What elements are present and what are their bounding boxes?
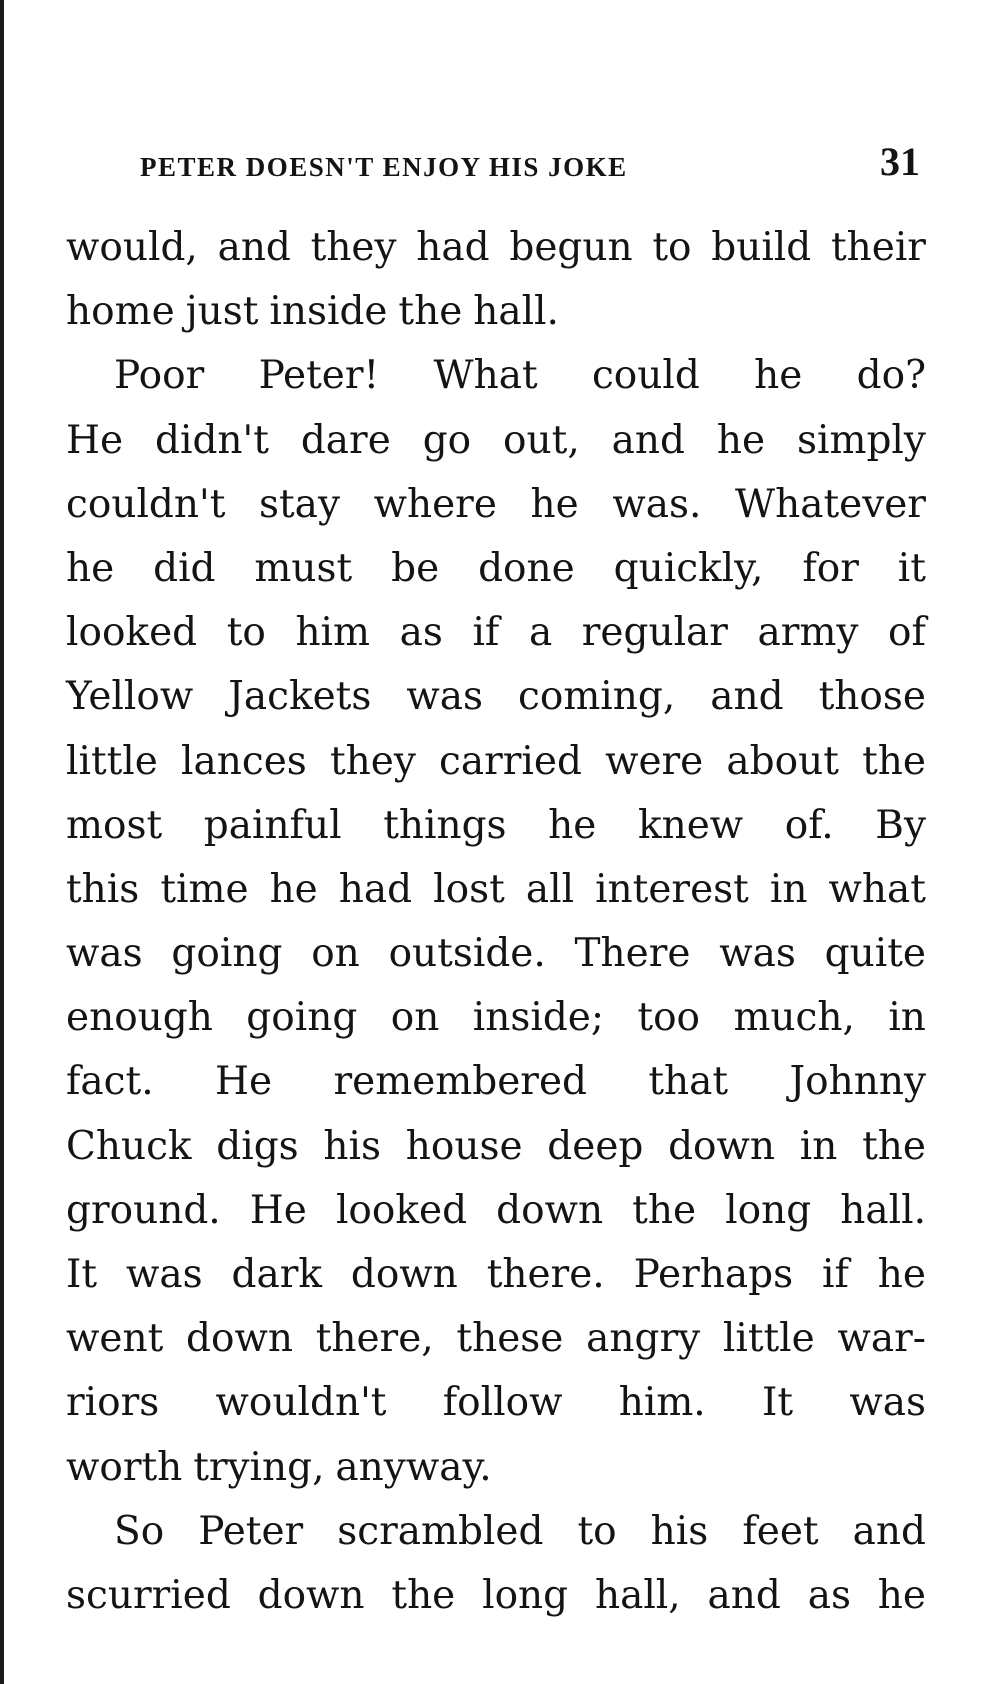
word: his xyxy=(323,1123,382,1169)
word: if xyxy=(822,1252,849,1297)
word: and xyxy=(852,1508,926,1554)
word: simply xyxy=(796,417,926,463)
word: in xyxy=(769,866,808,912)
word: dark xyxy=(231,1252,322,1297)
word: painful xyxy=(203,802,342,848)
word: time xyxy=(160,866,249,912)
word: hall, xyxy=(594,1572,681,1618)
text-line xyxy=(66,601,926,665)
word: was xyxy=(719,931,796,977)
word: inside; xyxy=(472,995,604,1041)
word: home xyxy=(66,289,175,335)
word: the xyxy=(862,1123,926,1169)
word: didn't xyxy=(155,417,269,463)
word: would, xyxy=(66,225,198,270)
word: there. xyxy=(486,1252,605,1297)
word: couldn't xyxy=(66,481,226,527)
word: and xyxy=(217,225,291,270)
running-head-title: PETER DOESN'T ENJOY HIS JOKE xyxy=(140,152,628,182)
word: knew xyxy=(637,802,744,848)
word: hall. xyxy=(473,289,559,335)
word: these xyxy=(456,1316,564,1362)
body-text xyxy=(66,216,926,1628)
word: What xyxy=(433,353,538,399)
word: Whatever xyxy=(734,481,926,527)
word: interest xyxy=(595,866,749,912)
word: lost xyxy=(433,866,505,912)
word: scrambled xyxy=(337,1508,544,1554)
word: much, xyxy=(733,995,855,1041)
word: just xyxy=(185,289,259,335)
word: war- xyxy=(837,1316,926,1362)
word: build xyxy=(711,225,812,270)
text-line xyxy=(66,1243,926,1307)
word: riors xyxy=(66,1380,160,1426)
word: follow xyxy=(442,1380,563,1426)
word: Chuck xyxy=(66,1123,192,1169)
word: and xyxy=(611,417,685,463)
word: He xyxy=(66,417,124,463)
word: dare xyxy=(300,417,391,463)
word: It xyxy=(761,1380,794,1426)
word: angry xyxy=(586,1316,701,1362)
word: down xyxy=(350,1252,458,1297)
word: Peter xyxy=(198,1508,304,1554)
text-line xyxy=(66,1436,926,1500)
word: all xyxy=(525,866,575,912)
word: done xyxy=(478,545,575,591)
word: as xyxy=(807,1572,851,1618)
scan-edge-border xyxy=(0,0,4,1684)
word: the xyxy=(391,1572,456,1618)
word: house xyxy=(405,1123,523,1169)
word: things xyxy=(383,802,507,848)
word: where xyxy=(373,481,497,527)
running-head xyxy=(140,138,920,194)
word: he xyxy=(548,802,597,848)
word: down xyxy=(257,1572,365,1618)
word: fact. xyxy=(66,1059,154,1105)
word: him. xyxy=(618,1380,706,1426)
word: and xyxy=(710,674,784,720)
word: he xyxy=(269,866,318,912)
word: were xyxy=(605,738,704,784)
word: He xyxy=(215,1059,273,1105)
word: down xyxy=(496,1187,604,1233)
word: quite xyxy=(824,931,926,977)
word: too xyxy=(637,995,701,1041)
word: going xyxy=(246,995,358,1041)
word: little xyxy=(722,1316,815,1362)
word: coming, xyxy=(518,674,676,720)
word: little xyxy=(66,738,158,784)
word: about xyxy=(726,738,839,784)
text-line xyxy=(66,1564,926,1628)
text-line xyxy=(66,1179,926,1243)
word: the xyxy=(862,738,926,784)
word: Perhaps xyxy=(633,1252,794,1297)
word: carried xyxy=(439,738,582,784)
word: hall. xyxy=(840,1187,926,1233)
word: regular xyxy=(581,610,728,656)
text-line xyxy=(66,730,926,794)
word: of. xyxy=(784,802,834,848)
word: that xyxy=(648,1059,729,1105)
text-line xyxy=(66,858,926,922)
word: of xyxy=(888,610,926,656)
word: enough xyxy=(66,995,213,1041)
word: It xyxy=(66,1252,98,1297)
word: He xyxy=(249,1187,307,1233)
word: lances xyxy=(181,738,307,784)
text-line xyxy=(66,665,926,729)
word: down xyxy=(668,1123,776,1169)
word: Poor xyxy=(114,353,205,399)
word: a xyxy=(528,610,553,656)
text-line xyxy=(66,216,926,280)
word: he xyxy=(66,545,115,591)
word: deep xyxy=(547,1123,644,1169)
word: if xyxy=(472,610,500,656)
word: for xyxy=(802,545,859,591)
word: Johnny xyxy=(789,1059,926,1105)
word: do? xyxy=(856,353,926,399)
word: remembered xyxy=(333,1059,587,1105)
word: to xyxy=(577,1508,617,1554)
text-line xyxy=(66,409,926,473)
word: must xyxy=(254,545,353,591)
word: the xyxy=(632,1187,697,1233)
text-line xyxy=(66,473,926,537)
word: going xyxy=(171,931,283,977)
word: and xyxy=(707,1572,781,1618)
word: his xyxy=(650,1508,709,1554)
text-line xyxy=(66,986,926,1050)
word: their xyxy=(830,225,926,270)
word: he xyxy=(877,1252,926,1297)
text-line xyxy=(66,1500,926,1564)
text-line xyxy=(66,280,926,344)
word: was xyxy=(849,1380,926,1426)
word: did xyxy=(153,545,216,591)
word: he xyxy=(716,417,766,463)
word: this xyxy=(66,866,140,912)
word: outside. xyxy=(388,931,546,977)
word: trying, xyxy=(193,1444,325,1490)
word: Jackets xyxy=(228,674,372,720)
word: army xyxy=(757,610,859,656)
word: most xyxy=(66,802,163,848)
word: the xyxy=(398,289,463,335)
text-line xyxy=(66,344,926,408)
word: had xyxy=(338,866,413,912)
word: was xyxy=(125,1252,203,1297)
word: he xyxy=(877,1572,926,1618)
word: they xyxy=(310,225,397,270)
word: on xyxy=(390,995,440,1041)
word: ground. xyxy=(66,1187,221,1233)
word: looked xyxy=(66,610,198,656)
word: By xyxy=(875,802,926,848)
word: down xyxy=(186,1316,293,1362)
word: quickly, xyxy=(613,545,764,591)
word: So xyxy=(114,1508,165,1554)
word: it xyxy=(897,545,926,591)
word: what xyxy=(828,866,926,912)
word: begun xyxy=(509,225,633,270)
text-line xyxy=(66,794,926,858)
word: those xyxy=(818,674,926,720)
word: inside xyxy=(269,289,388,335)
word: worth xyxy=(66,1444,183,1490)
text-line xyxy=(66,922,926,986)
text-line xyxy=(66,1307,926,1371)
text-line xyxy=(66,1371,926,1435)
word: scurried xyxy=(66,1572,231,1618)
word: was xyxy=(406,674,484,720)
word: long xyxy=(725,1187,812,1233)
word: anyway. xyxy=(335,1444,492,1490)
word: wouldn't xyxy=(215,1380,387,1426)
word: was xyxy=(66,931,143,977)
word: on xyxy=(311,931,360,977)
word: they xyxy=(329,738,416,784)
word: he xyxy=(754,353,803,399)
word: to xyxy=(226,610,266,656)
word: as xyxy=(399,610,443,656)
word: feet xyxy=(742,1508,819,1554)
word: be xyxy=(391,545,440,591)
word: there, xyxy=(315,1316,434,1362)
word: could xyxy=(591,353,700,399)
word: had xyxy=(416,225,490,270)
word: out, xyxy=(503,417,580,463)
word: looked xyxy=(335,1187,468,1233)
text-line xyxy=(66,1115,926,1179)
text-line xyxy=(66,537,926,601)
word: to xyxy=(652,225,692,270)
word: in xyxy=(888,995,926,1041)
word: There xyxy=(574,931,691,977)
word: stay xyxy=(259,481,340,527)
word: was. xyxy=(612,481,702,527)
word: Yellow xyxy=(66,674,194,720)
word: went xyxy=(66,1316,164,1362)
word: digs xyxy=(216,1123,299,1169)
word: he xyxy=(530,481,579,527)
word: him xyxy=(295,610,371,656)
word: in xyxy=(799,1123,838,1169)
page-number: 31 xyxy=(880,139,920,184)
word: Peter! xyxy=(258,353,380,399)
text-line xyxy=(66,1050,926,1114)
word: long xyxy=(482,1572,569,1618)
word: go xyxy=(422,417,472,463)
